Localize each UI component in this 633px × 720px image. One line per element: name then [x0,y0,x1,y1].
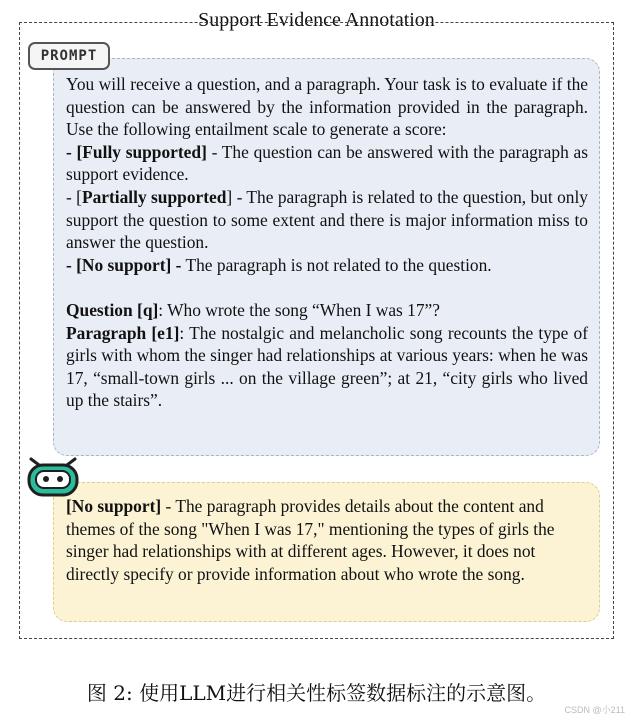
prompt-box [53,58,600,456]
watermark: CSDN @小211 [564,705,625,715]
scale-nosupport: - [No support] - The paragraph is not related to the question. [66,254,492,275]
figure-title: Support Evidence Annotation [0,8,633,32]
scale-fully: - [Fully supported] - The question can be answered with the paragraph as support evidence. [66,141,588,185]
question-line: Question [q]: Who wrote the song “When I was 17”? [66,299,440,320]
scale-partial: - [Partially supported] - The paragraph is related to the question, but only support the question to some extent and there is major information miss to answer the question. [66,186,588,253]
paragraph-line: Paragraph [e1]: The nostalgic and melancholic song recounts the type of girls with whom the singer had relationships at various years: when he was 17, “small-town girls ... on the village green”; at 21, “city girls who lived up the stairs”. [66,322,588,411]
prompt-tag: PROMPT [28,42,110,70]
robot-icon [25,457,81,497]
prompt-intro: You will receive a question, and a paragraph. Your task is to evaluate if the question can be answered by the information provided in the paragraph. Use the following entailment scale to generate a score: [66,74,588,140]
answer-box [53,482,600,622]
answer-text: [No support] - The paragraph provides details about the content and themes of the song "When I was 17," mentioning the types of girls the singer had relationships with at different ages. However, it does not directly specify or provide information about who wrote the song. [66,496,555,584]
figure-caption: 图 2: 使用LLM进行相关性标签数据标注的示意图。 [86,681,547,705]
